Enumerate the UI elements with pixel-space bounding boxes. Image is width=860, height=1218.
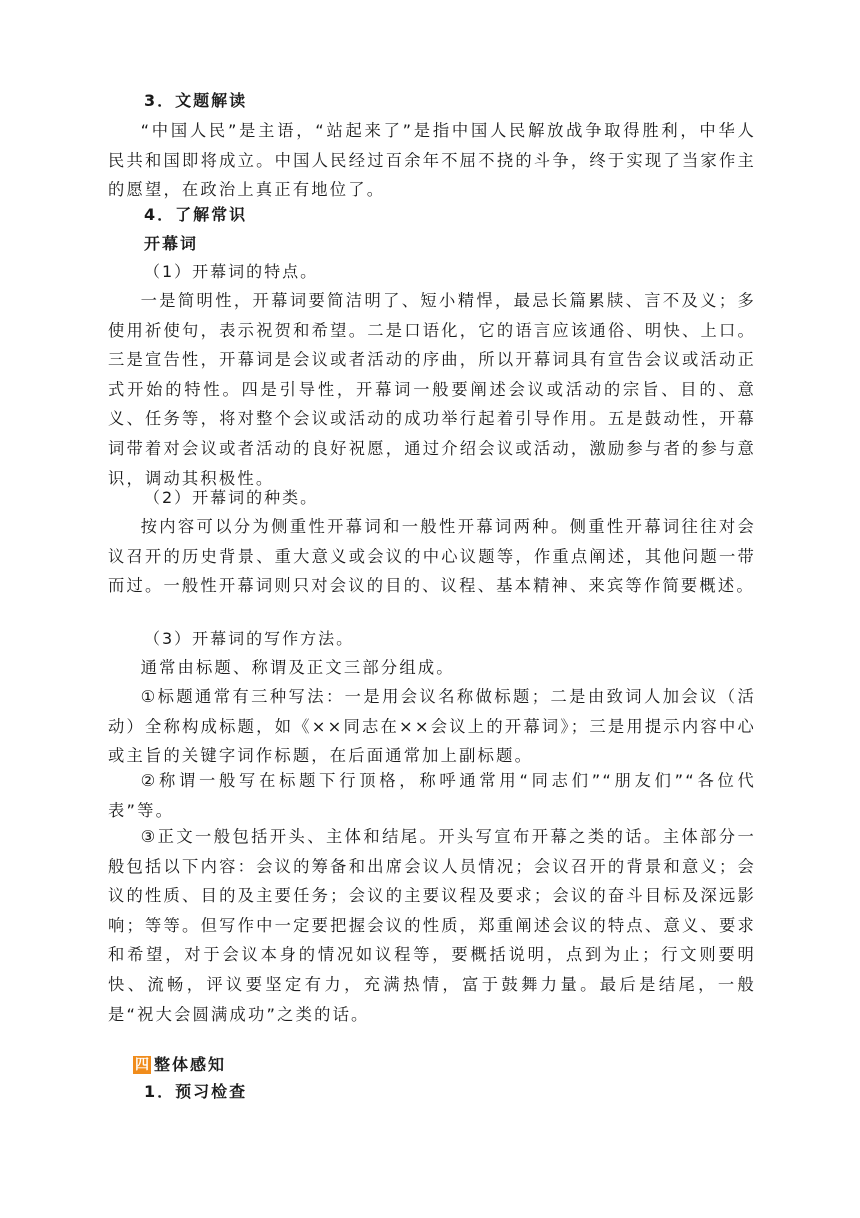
subheading-opening-speech: 开幕词 bbox=[144, 234, 199, 253]
section-heading-3: 3．文题解读 bbox=[144, 91, 248, 110]
section-number-badge: 四 bbox=[135, 1057, 149, 1073]
paragraph-body-text: ③正文一般包括开头、主体和结尾。开头写宣布开幕之类的话。主体部分一般包括以下内容：会议的筹备和出席会议人员情况；会议召开的背景和意义；会议的性质、目的及主要任务；会议的主要议程及要求；会议的奋斗目标及深远影响；等等。但写作中一定要把握会议的性质，郑重阐述会议的特点、意义、要求和希望，对于会议本身的情况如议程等，要概括说明，点到为止；行文则要明快、流畅，评议要坚定有力，充满热情，富于鼓舞力量。最后是结尾，一般是“祝大会圆满成功”之类的话。 bbox=[108, 827, 756, 1024]
paragraph-title-interpretation: “中国人民”是主语，“站起来了”是指中国人民解放战争取得胜利，中华人民共和国即将成立。中国人民经过百余年不屈不挠的斗争，终于实现了当家作主的愿望，在政治上真正有地位了。 bbox=[108, 121, 756, 200]
subtitle-types: （2）开幕词的种类。 bbox=[144, 488, 319, 507]
part-title: 整体感知 bbox=[154, 1055, 227, 1074]
paragraph-features: 一是简明性，开幕词要简洁明了、短小精悍，最忌长篇累牍、言不及义；多使用祈使句，表示祝贺和希望。二是口语化，它的语言应该通俗、明快、上口。三是宣告性，开幕词是会议或者活动的序曲，所以开幕词具有宣告会议或活动正式开始的特性。四是引导性，开幕词一般要阐述会议或活动的宗旨、目的、意义、任务等，将对整个会议或活动的成功举行起着引导作用。五是鼓动性，开幕词带着对会议或者活动的良好祝愿，通过介绍会议或活动，激励参与者的参与意识，调动其积极性。 bbox=[108, 291, 756, 488]
part-heading-overall bbox=[133, 1053, 781, 1077]
paragraph-types: 按内容可以分为侧重性开幕词和一般性开幕词两种。侧重性开幕词往往对会议召开的历史背景、重大意义或会议的中心议题等，作重点阐述，其他问题一带而过。一般性开幕词则只对会议的目的、议程、基本精神、来宾等作简要概述。 bbox=[108, 517, 756, 596]
paragraph-salutation: ②称谓一般写在标题下行顶格，称呼通常用“同志们”“朋友们”“各位代表”等。 bbox=[108, 771, 756, 820]
section-heading-4: 4．了解常识 bbox=[144, 205, 248, 224]
subtitle-features: （1）开幕词的特点。 bbox=[144, 262, 319, 281]
paragraph-structure: 通常由标题、称谓及正文三部分组成。 bbox=[140, 658, 455, 677]
paragraph-title-methods: ①标题通常有三种写法：一是用会议名称做标题；二是由致词人加会议（活动）全称构成标题，如《××同志在××会议上的开幕词》；三是用提示内容中心或主旨的关键字词作标题，在后面通常加上副标题。 bbox=[108, 687, 756, 766]
item-preview-check: 1．预习检查 bbox=[144, 1082, 248, 1101]
subtitle-writing-method: （3）开幕词的写作方法。 bbox=[144, 629, 355, 648]
